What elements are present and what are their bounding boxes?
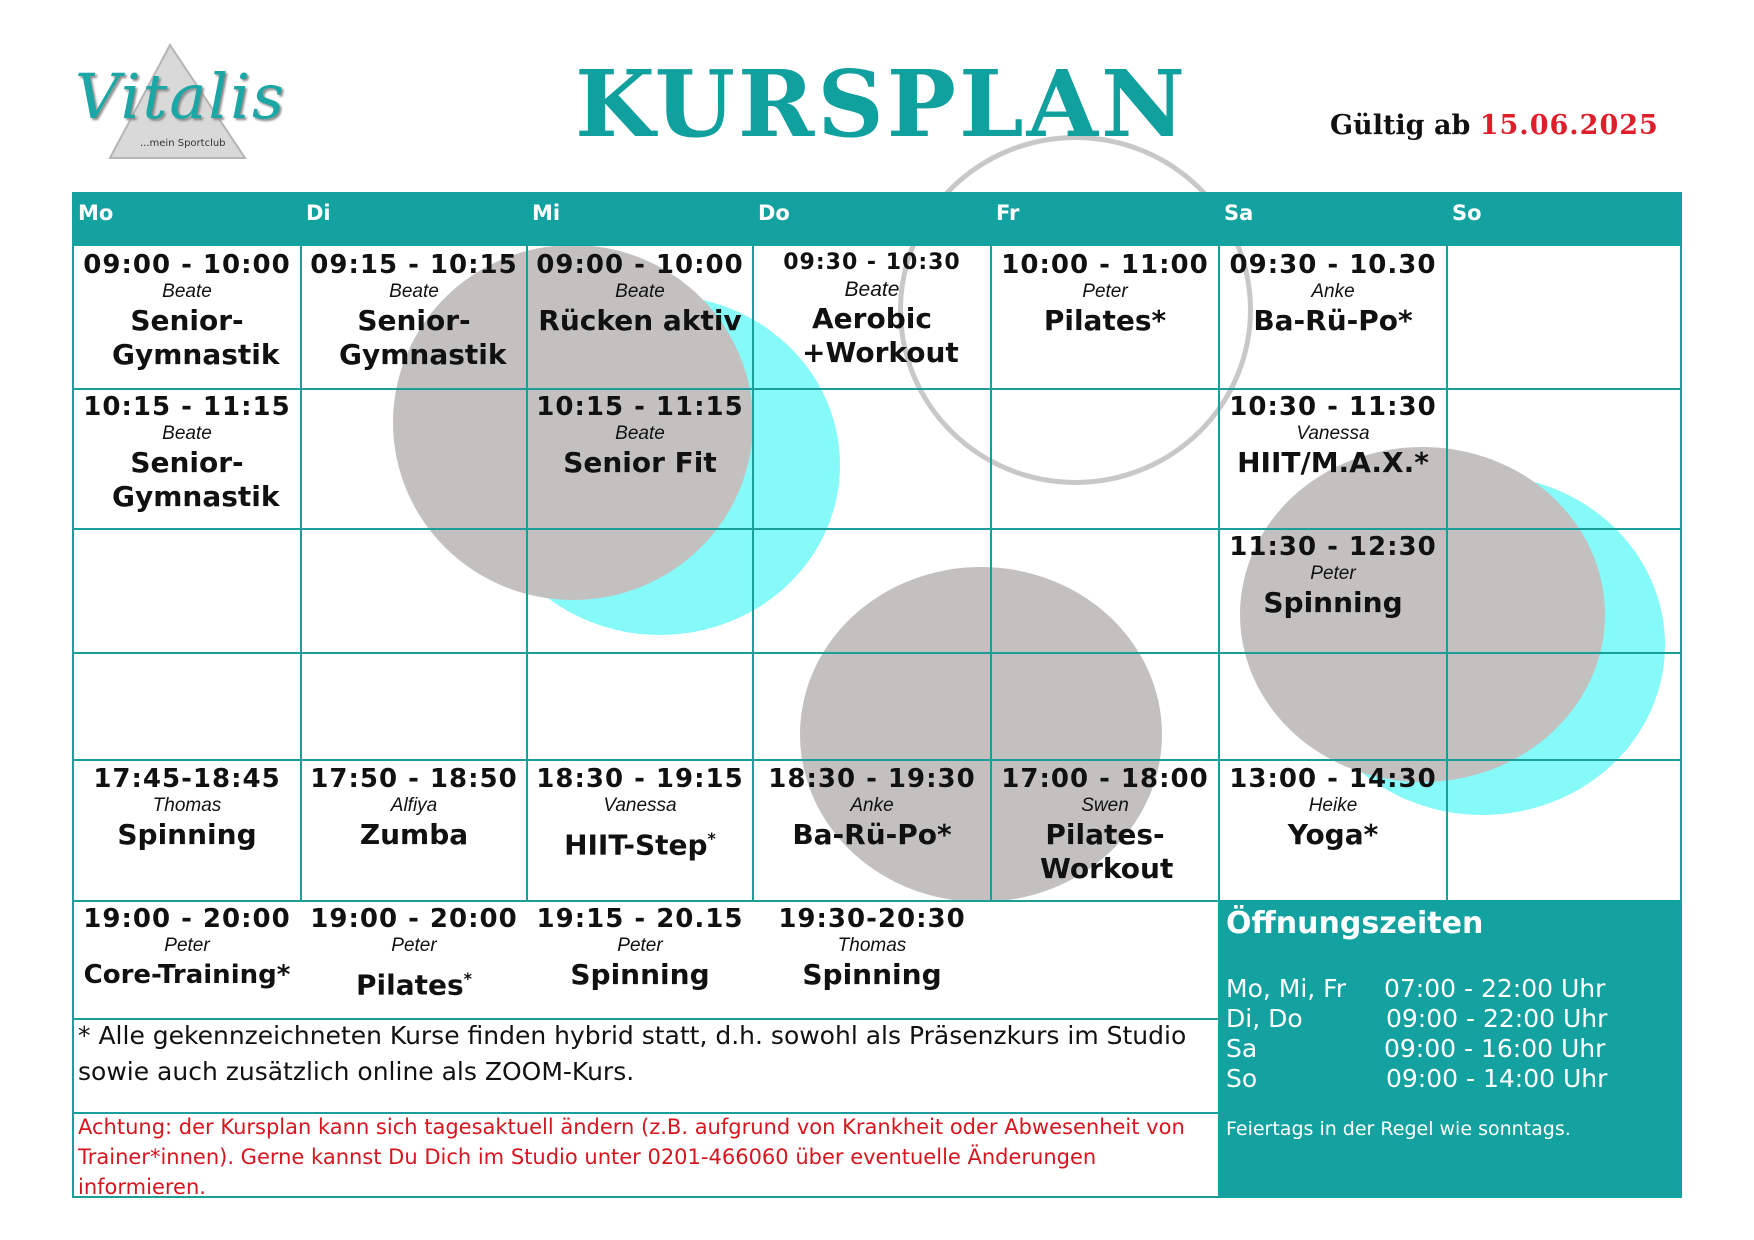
opening-hours-days: So bbox=[1226, 1064, 1258, 1093]
course-name: Senior Fit bbox=[563, 446, 717, 479]
hybrid-mark: * bbox=[463, 969, 473, 988]
day-header-mo: Mo bbox=[72, 192, 300, 246]
course-trainer: Anke bbox=[1311, 281, 1355, 302]
course-cell bbox=[1220, 764, 1446, 852]
course-trainer: Peter bbox=[164, 935, 210, 956]
grid-line bbox=[1446, 246, 1448, 900]
course-trainer: Beate bbox=[844, 278, 900, 301]
course-cell bbox=[528, 904, 752, 992]
course-time: 19:30-20:30 bbox=[778, 904, 966, 934]
course-time: 11:30 - 12:30 bbox=[1229, 532, 1437, 562]
course-trainer: Thomas bbox=[837, 935, 907, 956]
course-trainer: Beate bbox=[162, 281, 212, 302]
course-time: 09:15 - 10:15 bbox=[310, 250, 518, 280]
course-trainer: Swen bbox=[1081, 795, 1129, 816]
grid-line bbox=[72, 528, 1682, 530]
course-trainer: Beate bbox=[389, 281, 439, 302]
opening-hours-time: 09:00 - 22:00 Uhr bbox=[1386, 1004, 1608, 1033]
course-time: 19:15 - 20.15 bbox=[536, 904, 744, 934]
opening-hours-time: 09:00 - 16:00 Uhr bbox=[1384, 1034, 1606, 1063]
grid-line bbox=[72, 759, 1682, 761]
course-name: Yoga* bbox=[1287, 818, 1379, 851]
course-cell bbox=[528, 392, 752, 480]
course-cell bbox=[754, 904, 990, 992]
course-time: 17:50 - 18:50 bbox=[310, 764, 518, 794]
day-header-sa: Sa bbox=[1218, 192, 1446, 246]
logo-tagline: ...mein Sportclub bbox=[140, 138, 226, 149]
opening-hours-row bbox=[1226, 1034, 1606, 1063]
course-name: Spinning bbox=[117, 818, 257, 851]
course-cell bbox=[74, 904, 300, 992]
course-name-text: Pilates bbox=[355, 968, 464, 1002]
course-cell bbox=[992, 250, 1218, 338]
opening-hours-row bbox=[1226, 974, 1606, 1003]
course-trainer: Peter bbox=[1310, 563, 1356, 584]
opening-hours-title: Öffnungszeiten bbox=[1226, 906, 1484, 941]
course-cell bbox=[1220, 392, 1446, 480]
course-trainer: Beate bbox=[162, 423, 212, 444]
valid-date: 15.06.2025 bbox=[1479, 110, 1659, 141]
course-time: 17:00 - 18:00 bbox=[1001, 764, 1209, 794]
course-time: 09:30 - 10.30 bbox=[1229, 250, 1437, 280]
day-header-di: Di bbox=[300, 192, 526, 246]
course-cell bbox=[74, 392, 300, 514]
course-trainer: Beate bbox=[615, 423, 665, 444]
course-trainer: Heike bbox=[1308, 795, 1358, 816]
course-cell bbox=[754, 248, 990, 370]
opening-hours-days: Di, Do bbox=[1226, 1004, 1303, 1033]
course-name-text: HIIT-Step bbox=[564, 828, 708, 862]
course-name: Spinning bbox=[802, 958, 942, 991]
course-name: Senior-Gymnastik bbox=[339, 304, 507, 371]
course-cell bbox=[74, 250, 300, 372]
logo bbox=[75, 40, 286, 160]
grid-line bbox=[72, 388, 1682, 390]
course-time: 09:00 - 10:00 bbox=[536, 250, 744, 280]
change-warning: Achtung: der Kursplan kann sich tagesaktuell ändern (z.B. aufgrund von Krankheit oder Abwesenheit von Trainer*innen). Gerne kannst Du Dich im Studio unter 0201-466060 über eventuelle Änderungen informieren. bbox=[78, 1115, 1185, 1199]
course-name: Zumba bbox=[359, 818, 469, 851]
course-time: 10:00 - 11:00 bbox=[1001, 250, 1209, 280]
course-name: Rücken aktiv bbox=[538, 304, 742, 337]
course-name bbox=[302, 962, 526, 1002]
course-time: 17:45-18:45 bbox=[93, 764, 281, 794]
course-cell bbox=[528, 764, 752, 862]
course-name: Senior-Gymnastik bbox=[112, 446, 280, 513]
course-name: Pilates* bbox=[1043, 304, 1167, 337]
course-cell bbox=[302, 764, 526, 852]
day-header-mi: Mi bbox=[526, 192, 752, 246]
course-time: 13:00 - 14:30 bbox=[1229, 764, 1437, 794]
opening-hours-row bbox=[1226, 1004, 1608, 1033]
course-cell bbox=[754, 764, 990, 852]
course-cell bbox=[302, 904, 526, 1002]
course-trainer: Thomas bbox=[152, 795, 222, 816]
course-trainer: Beate bbox=[615, 281, 665, 302]
opening-hours-row bbox=[1226, 1064, 1608, 1093]
valid-from bbox=[1330, 110, 1659, 141]
course-cell bbox=[1220, 250, 1446, 338]
course-time: 19:00 - 20:00 bbox=[310, 904, 518, 934]
course-name: Aerobic +Workout bbox=[802, 302, 959, 369]
course-cell bbox=[1220, 532, 1446, 620]
course-trainer: Vanessa bbox=[1296, 423, 1370, 444]
page-title: KURSPLAN bbox=[575, 50, 1189, 158]
course-name: Spinning bbox=[570, 958, 710, 991]
opening-hours-time: 09:00 - 14:00 Uhr bbox=[1386, 1064, 1608, 1093]
course-time: 09:00 - 10:00 bbox=[83, 250, 291, 280]
course-name: HIIT/M.A.X.* bbox=[1237, 446, 1429, 479]
day-header-do: Do bbox=[752, 192, 990, 246]
opening-hours-note: Feiertags in der Regel wie sonntags. bbox=[1226, 1118, 1571, 1140]
course-name: Senior-Gymnastik bbox=[112, 304, 280, 371]
course-name: Core-Training* bbox=[83, 960, 291, 990]
course-cell bbox=[74, 764, 300, 852]
logo-text: Vitalis bbox=[75, 60, 286, 133]
course-name: Ba-Rü-Po* bbox=[1253, 304, 1413, 337]
hybrid-footnote: * Alle gekennzeichneten Kurse finden hybrid statt, d.h. sowohl als Präsenzkurs im Studio sowie auch zusätzlich online als ZOOM-Kurs. bbox=[78, 1021, 1187, 1086]
course-name bbox=[528, 822, 752, 862]
course-name: Ba-Rü-Po* bbox=[792, 818, 952, 851]
course-trainer: Alfiya bbox=[390, 795, 438, 816]
course-trainer: Peter bbox=[391, 935, 437, 956]
course-time: 18:30 - 19:15 bbox=[536, 764, 744, 794]
course-time: 10:15 - 11:15 bbox=[536, 392, 744, 422]
hybrid-mark: * bbox=[707, 829, 716, 848]
valid-label: Gültig ab bbox=[1330, 110, 1471, 141]
opening-hours-days: Mo, Mi, Fr bbox=[1226, 974, 1347, 1003]
course-time: 10:30 - 11:30 bbox=[1229, 392, 1437, 422]
course-trainer: Peter bbox=[1082, 281, 1128, 302]
course-time: 09:30 - 10:30 bbox=[783, 250, 961, 275]
course-trainer: Anke bbox=[850, 795, 894, 816]
course-name: Pilates-Workout bbox=[1040, 818, 1174, 885]
course-trainer: Vanessa bbox=[603, 795, 677, 816]
grid-line bbox=[72, 652, 1682, 654]
course-time: 19:00 - 20:00 bbox=[83, 904, 291, 934]
opening-hours-time: 07:00 - 22:00 Uhr bbox=[1384, 974, 1606, 1003]
course-time: 18:30 - 19:30 bbox=[768, 764, 976, 794]
opening-hours-box bbox=[1218, 900, 1682, 1198]
course-time: 10:15 - 11:15 bbox=[83, 392, 291, 422]
day-header-fr: Fr bbox=[990, 192, 1218, 246]
course-name: Spinning bbox=[1263, 586, 1403, 619]
course-trainer: Peter bbox=[617, 935, 663, 956]
course-cell bbox=[528, 250, 752, 338]
opening-hours-days: Sa bbox=[1226, 1034, 1258, 1063]
course-cell bbox=[992, 764, 1218, 886]
course-cell bbox=[302, 250, 526, 372]
day-header-so: So bbox=[1446, 192, 1682, 246]
